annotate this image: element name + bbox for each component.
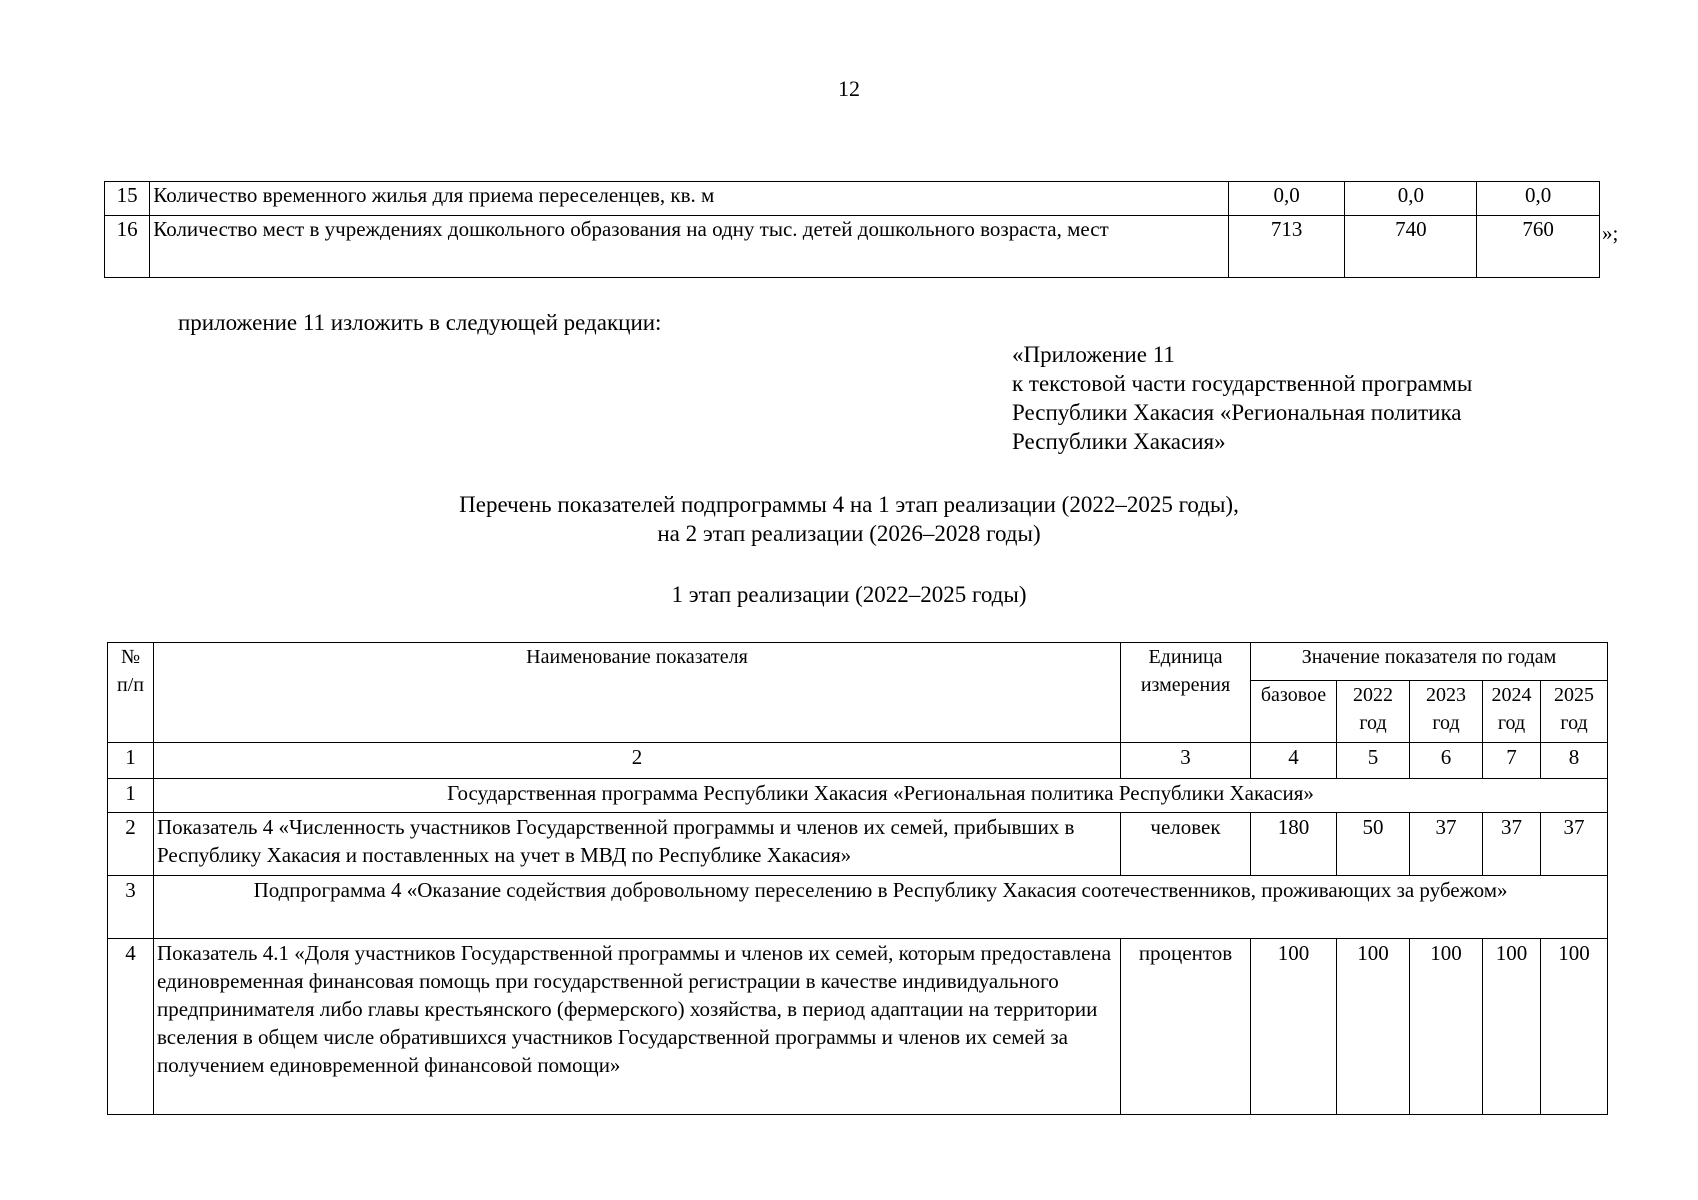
value-cell: 760 <box>1477 216 1600 278</box>
indicators-table-continued <box>104 181 1600 278</box>
indicator-name: Количество мест в учреждениях дошкольного образования на одну тыс. детей дошкольного возраста, мест <box>150 216 1228 278</box>
appendix-header <box>1012 340 1472 456</box>
stage-title: 1 этап реализации (2022–2025 годы) <box>671 582 1027 607</box>
indicator-name: Количество временного жилья для приема переселенцев, кв. м <box>150 182 1228 216</box>
indicator-name: Показатель 4.1 «Доля участников Государственной программы и членов их семей, которым предоставлена единовременная финансовая помощь при государственной регистрации в качестве индивидуального предпринимателя либо главы крестьянского (фермерского) хозяйства, в период адаптации на территории вселения в общем числе обратившихся участников Государственной программы и членов их семей за получением единовременной финансовой помощи» <box>154 939 1121 1115</box>
header-base: базовое <box>1251 681 1337 743</box>
value-cell: 740 <box>1345 216 1477 278</box>
page-number: 12 <box>838 76 860 101</box>
header-year-2023: 2023 год <box>1410 681 1483 743</box>
table-row <box>108 939 1608 1115</box>
subprogram-title: Подпрограмма 4 «Оказание содействия добровольному переселению в Республику Хакасия соотечественников, проживающих за рубежом» <box>154 876 1608 939</box>
column-number: 1 <box>108 743 154 779</box>
unit-cell: человек <box>1121 813 1251 876</box>
header-year-2022: 2022 год <box>1337 681 1410 743</box>
appendix-header-line: Республики Хакасия» <box>1012 429 1226 454</box>
table-row <box>108 779 1608 813</box>
value-cell: 100 <box>1410 939 1483 1115</box>
table-row <box>108 813 1608 876</box>
table-header-row <box>108 643 1608 681</box>
value-cell: 50 <box>1337 813 1410 876</box>
unit-cell: процентов <box>1121 939 1251 1115</box>
value-cell: 0,0 <box>1228 182 1345 216</box>
header-year-2025: 2025 год <box>1541 681 1608 743</box>
value-cell: 0,0 <box>1477 182 1600 216</box>
column-number-row <box>108 743 1608 779</box>
column-number: 3 <box>1121 743 1251 779</box>
value-cell: 0,0 <box>1345 182 1477 216</box>
column-number: 4 <box>1251 743 1337 779</box>
column-number: 6 <box>1410 743 1483 779</box>
intro-line: приложение 11 изложить в следующей редакции: <box>178 310 662 335</box>
column-number: 7 <box>1483 743 1541 779</box>
value-cell: 100 <box>1483 939 1541 1115</box>
program-title: Государственная программа Республики Хакасия «Региональная политика Республики Хакасия» <box>154 779 1608 813</box>
list-title-line: на 2 этап реализации (2026–2028 годы) <box>657 521 1041 546</box>
column-number: 8 <box>1541 743 1608 779</box>
value-cell: 180 <box>1251 813 1337 876</box>
row-number: 16 <box>105 216 150 278</box>
header-name: Наименование показателя <box>154 643 1121 743</box>
header-unit: Единица измерения <box>1121 643 1251 743</box>
row-number: 15 <box>105 182 150 216</box>
indicator-name: Показатель 4 «Численность участников Государственной программы и членов их семей, прибывших в Республику Хакасия и поставленных на учет в МВД по Республике Хакасия» <box>154 813 1121 876</box>
row-number: 4 <box>108 939 154 1115</box>
row-number: 3 <box>108 876 154 939</box>
row-number: 2 <box>108 813 154 876</box>
value-cell: 37 <box>1541 813 1608 876</box>
value-cell: 100 <box>1251 939 1337 1115</box>
table-row <box>105 182 1600 216</box>
value-cell: 100 <box>1337 939 1410 1115</box>
value-cell: 37 <box>1410 813 1483 876</box>
list-title-line: Перечень показателей подпрограммы 4 на 1 этап реализации (2022–2025 годы), <box>459 492 1239 517</box>
table-row <box>108 876 1608 939</box>
indicators-table <box>107 642 1608 1115</box>
header-year-2024: 2024 год <box>1483 681 1541 743</box>
value-cell: 100 <box>1541 939 1608 1115</box>
closing-quote-mark: »; <box>1602 221 1619 245</box>
value-cell: 37 <box>1483 813 1541 876</box>
value-cell: 713 <box>1228 216 1345 278</box>
appendix-header-line: Республики Хакасия «Региональная политика <box>1012 400 1462 425</box>
row-number: 1 <box>108 779 154 813</box>
header-number: № п/п <box>108 643 154 743</box>
appendix-header-line: к текстовой части государственной программы <box>1012 371 1473 396</box>
column-number: 5 <box>1337 743 1410 779</box>
table-row <box>105 216 1600 278</box>
list-title <box>0 490 1698 548</box>
header-values-group: Значение показателя по годам <box>1251 643 1608 681</box>
column-number: 2 <box>154 743 1121 779</box>
appendix-header-line: «Приложение 11 <box>1012 342 1175 367</box>
